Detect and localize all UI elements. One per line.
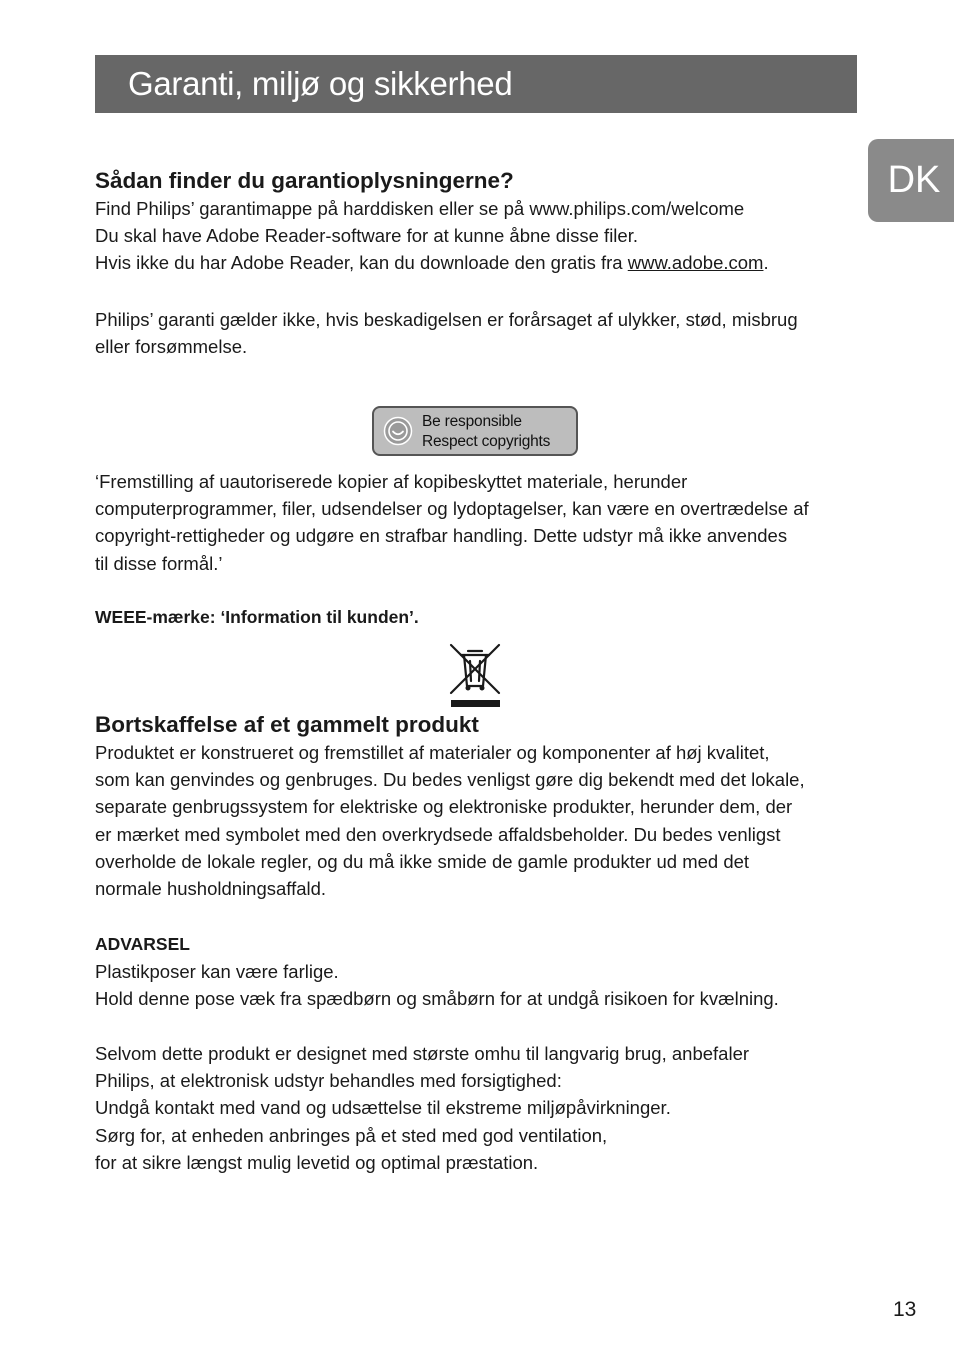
smiley-icon — [383, 416, 413, 446]
disposal-line-3: separate genbrugssystem for elektriske og elektroniske produkter, herunder dem, der — [95, 796, 793, 818]
warranty-line-2: Du skal have Adobe Reader-software for at kunne åbne disse filer. — [95, 225, 638, 247]
disposal-line-4: er mærket med symbolet med den overkrydsede affaldsbeholder. Du bedes venligst — [95, 823, 781, 845]
care-line-1: Selvom dette produkt er designet med største omhu til langvarig brug, anbefaler — [95, 1043, 750, 1064]
copyright-line-3: copyright-rettigheder og udgøre en strafbar handling. Dette udstyr må ikke anvendes — [95, 525, 788, 547]
disposal-line-6: normale husholdningsaffald. — [95, 878, 327, 900]
warranty-exclusion — [95, 306, 855, 360]
adobe-link[interactable]: www.adobe.com — [627, 252, 764, 274]
weee-heading: WEEE-mærke: ‘Information til kunden’. — [95, 607, 419, 627]
warning-line-1: Plastikposer kan være farlige. — [95, 961, 339, 982]
care-line-5: for at sikre længst mulig levetid og optimal præstation. — [95, 1151, 539, 1173]
disposal-line-2: som kan genvindes og genbruges. Du bedes venligst gøre dig bekendt med det lokale, — [95, 769, 805, 791]
weee-section — [95, 604, 855, 631]
copyright-paragraph — [95, 468, 855, 577]
page-number: 13 — [893, 1298, 917, 1321]
warranty-line-1: Find Philips’ garantimappe på harddisken eller se på www.philips.com/welcome — [95, 198, 745, 219]
warranty-line-3 — [95, 249, 855, 276]
disposal-line-5: overholde de lokale regler, og du må ikke smide de gamle produkter ud med det — [95, 850, 750, 872]
care-section — [95, 1040, 855, 1176]
warning-heading: ADVARSEL — [95, 934, 190, 954]
disposal-heading: Bortskaffelse af et gammelt produkt — [95, 712, 479, 737]
warranty-line-3-prefix: Hvis ikke du har Adobe Reader, kan du downloade den gratis fra — [95, 252, 628, 274]
copyright-line-1: ‘Fremstilling af uautoriserede kopier af kopibeskyttet materiale, herunder — [95, 471, 688, 492]
crossed-out-bin-icon — [448, 643, 502, 709]
copyright-line-4: til disse formål.’ — [95, 552, 223, 574]
warranty-heading: Sådan finder du garantioplysningerne? — [95, 168, 514, 193]
disposal-section — [95, 711, 855, 902]
disposal-line-1: Produktet er konstrueret og fremstillet af materialer og komponenter af høj kvalitet, — [95, 742, 770, 763]
page-title: Garanti, miljø og sikkerhed — [128, 65, 513, 102]
warranty-section — [95, 167, 855, 277]
header-bar — [95, 55, 857, 113]
care-line-3: Undgå kontakt med vand og udsættelse til ekstreme miljøpåvirkninger. — [95, 1097, 671, 1119]
warning-line-2: Hold denne pose væk fra spædbørn og småbørn for at undgå risikoen for kvælning. — [95, 988, 779, 1010]
care-line-4: Sørg for, at enheden anbringes på et sted med god ventilation, — [95, 1124, 608, 1146]
care-line-2: Philips, at elektronisk udstyr behandles med forsigtighed: — [95, 1070, 562, 1092]
respect-copyrights-badge — [372, 406, 578, 456]
badge-line-1: Be responsible — [422, 413, 522, 430]
language-tab-dk: DK — [868, 139, 954, 222]
warning-section — [95, 931, 855, 1012]
badge-line-2: Respect copyrights — [422, 433, 551, 450]
copyright-line-2: computerprogrammer, filer, udsendelser og lydoptagelser, kan være en overtrædelse af — [95, 498, 809, 520]
warranty-line-3-suffix: . — [763, 252, 769, 274]
warranty-exclusion-line-1: Philips’ garanti gælder ikke, hvis beskadigelsen er forårsaget af ulykker, stød, misbrug — [95, 309, 798, 330]
warranty-exclusion-line-2: eller forsømmelse. — [95, 336, 248, 358]
